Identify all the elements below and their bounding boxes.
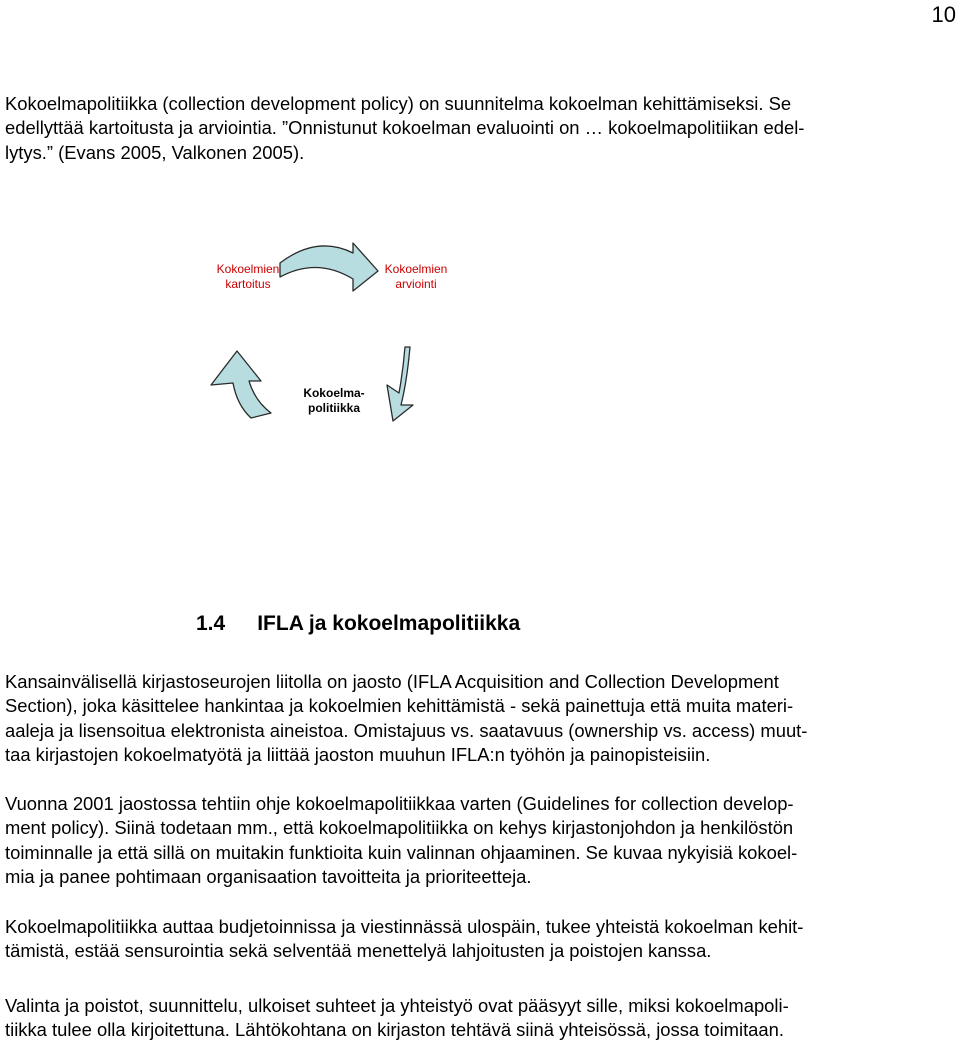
node-label-line: politiikka xyxy=(307,401,360,415)
paragraph-line: tämistä, estää sensurointia sekä selventää menettelyä lahjoitusten ja poistojen kanssa. xyxy=(5,940,712,962)
section-title: IFLA ja kokoelmapolitiikka xyxy=(257,612,521,635)
section-heading xyxy=(196,612,520,636)
paragraph-line: Vuonna 2001 jaostossa tehtiin ohje kokoelmapolitiikkaa varten (Guidelines for collection develop- xyxy=(5,793,794,814)
paragraph-line: Kansainvälisellä kirjastoseurojen liitolla on jaosto (IFLA Acquisition and Collection Development xyxy=(5,671,779,692)
section-number: 1.4 xyxy=(196,612,226,635)
paragraph-line: Section), joka käsittelee hankintaa ja kokoelmien kehittämistä - sekä painettuja että muita materi- xyxy=(5,695,794,717)
body-paragraph xyxy=(5,915,957,964)
intro-line: Kokoelmapolitiikka (collection development policy) on suunnitelma kokoelman kehittämiseksi. Se xyxy=(5,93,792,114)
paragraph-line: Kokoelmapolitiikka auttaa budjetoinnissa ja viestinnässä ulospäin, tukee yhteistä kokoelman kehit- xyxy=(5,916,804,937)
body-paragraph xyxy=(5,792,957,890)
paragraph-line: toiminnalle ja että sillä on muitakin funktioita kuin valinnan ohjaaminen. Se kuvaa nykyisiä kokoel- xyxy=(5,841,798,863)
node-label-line: Kokoelmien xyxy=(384,262,448,276)
body-paragraph xyxy=(5,670,957,768)
cycle-arrow-right xyxy=(387,347,413,421)
node-label-line: arviointi xyxy=(395,277,437,291)
node-label-line: kartoitus xyxy=(225,277,271,291)
page-number: 10 xyxy=(931,2,956,27)
paragraph-line: mia ja panee pohtimaan organisaation tavoitteita ja prioriteetteja. xyxy=(5,866,532,888)
cycle-arrow-left xyxy=(211,351,271,418)
node-label-line: Kokoelmien xyxy=(216,262,280,276)
diagram-node-kokoelmapolitiikka xyxy=(284,386,384,416)
diagram-node-arviointi xyxy=(366,262,466,292)
node-label-line: Kokoelma- xyxy=(303,386,365,400)
intro-paragraph xyxy=(5,92,957,165)
paragraph-line: tiikka tulee olla kirjoitettuna. Lähtökohtana on kirjaston tehtävä siinä yhteisössä, jossa toimitaan. xyxy=(5,1019,784,1041)
intro-line: lytys.” (Evans 2005, Valkonen 2005). xyxy=(5,141,305,163)
paragraph-line: aaleja ja lisensoitua elektronista aineistoa. Omistajuus vs. saatavuus (ownership vs. access) muut- xyxy=(5,719,808,741)
paragraph-line: taa kirjastojen kokoelmatyötä ja liittää jaoston muuhun IFLA:n työhön ja painopisteisiin. xyxy=(5,744,711,766)
paragraph-line: Valinta ja poistot, suunnittelu, ulkoiset suhteet ja yhteistyö ovat pääsyyt sille, miksi kokoelmapoli- xyxy=(5,995,789,1016)
intro-line: edellyttää kartoitusta ja arviointia. ”Onnistunut kokoelman evaluointi on … kokoelmapolitiikan edel- xyxy=(5,117,805,139)
body-paragraph xyxy=(5,994,957,1043)
diagram-node-kartoitus xyxy=(198,262,298,292)
paragraph-line: ment policy). Siinä todetaan mm., että kokoelmapolitiikka on kehys kirjastonjohdon ja henkilöstön xyxy=(5,817,794,839)
